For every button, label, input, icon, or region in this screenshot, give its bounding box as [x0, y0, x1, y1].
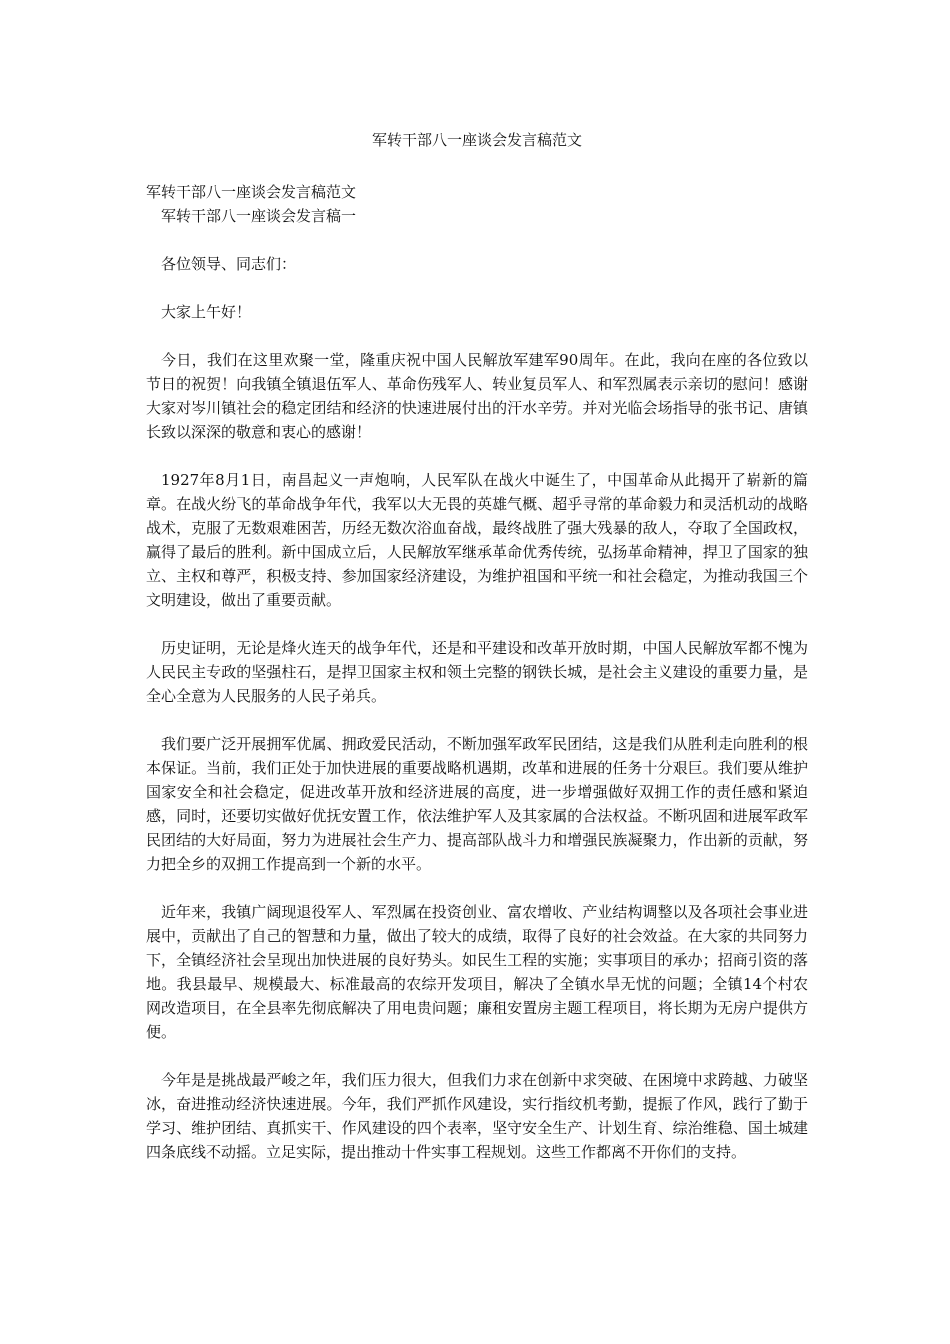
paragraph: 我们要广泛开展拥军优属、拥政爱民活动，不断加强军政军民团结，这是我们从胜利走向胜利的根本保证。当前，我们正处于加快进展的重要战略机遇期，改革和进展的任务十分艰巨。我们要从维护国家安全和社会稳定，促进改革开放和经济进展的高度，进一步增强做好双拥工作的责任感和紧迫感，同时，还要切实做好优抚安置工作，依法维护军人及其家属的合法权益。不断巩固和进展军政军民团结的大好局面，努力为进展社会生产力、提高部队战斗力和增强民族凝聚力，作出新的贡献，努力把全乡的双拥工作提高到一个新的水平。 [146, 735, 808, 873]
salutation: 各位领导、同志们： [161, 255, 297, 273]
document-subheading: 军转干部八一座谈会发言稿一 [161, 207, 357, 225]
paragraph: 1927年8月1日，南昌起义一声炮响，人民军队在战火中诞生了，中国革命从此揭开了崭新的篇章。在战火纷飞的革命战争年代，我军以大无畏的英雄气概、超乎寻常的革命毅力和灵活机动的战略战术，克服了无数艰难困苦，历经无数次浴血奋战，最终战胜了强大残暴的敌人，夺取了全国政权，赢得了最后的胜利。新中国成立后，人民解放军继承革命优秀传统，弘扬革命精神，捍卫了国家的独立、主权和尊严，积极支持、参加国家经济建设，为维护祖国和平统一和社会稳定，为推动我国三个文明建设，做出了重要贡献。 [146, 471, 808, 609]
document-title: 军转干部八一座谈会发言稿范文 [371, 131, 582, 149]
paragraph: 历史证明，无论是烽火连天的战争年代，还是和平建设和改革开放时期，中国人民解放军都不愧为人民民主专政的坚强柱石，是捍卫国家主权和领土完整的钢铁长城，是社会主义建设的重要力量，是全心全意为人民服务的人民子弟兵。 [146, 639, 808, 705]
paragraph: 今年是是挑战最严峻之年，我们压力很大，但我们力求在创新中求突破、在困境中求跨越、力破坚冰，奋进推动经济快速进展。今年，我们严抓作风建设，实行指纹机考勤，提振了作风，践行了勤于学习、维护团结、真抓实干、作风建设的四个表率，坚守安全生产、计划生育、综治维稳、国土城建四条底线不动摇。立足实际，提出推动十件实事工程规划。这些工作都离不开你们的支持。 [146, 1071, 808, 1161]
document-heading: 军转干部八一座谈会发言稿范文 [146, 183, 357, 201]
document-page [146, 120, 808, 1188]
greeting: 大家上午好！ [161, 303, 252, 321]
paragraph: 今日，我们在这里欢聚一堂，隆重庆祝中国人民解放军建军90周年。在此，我向在座的各位致以节日的祝贺！向我镇全镇退伍军人、革命伤残军人、转业复员军人、和军烈属表示亲切的慰问！感谢大家对岑川镇社会的稳定团结和经济的快速进展付出的汗水辛劳。并对光临会场指导的张书记、唐镇长致以深深的敬意和衷心的感谢！ [146, 351, 808, 441]
spacer [146, 228, 808, 252]
paragraph: 近年来，我镇广阔现退役军人、军烈属在投资创业、富农增收、产业结构调整以及各项社会事业进展中，贡献出了自己的智慧和力量，做出了较大的成绩，取得了良好的社会效益。在大家的共同努力下，全镇经济社会呈现出加快进展的良好势头。如民生工程的实施；实事项目的承办；招商引资的落地。我县最早、规模最大、标准最高的农综开发项目，解决了全镇水旱无忧的问题；全镇14个村农网改造项目，在全县率先彻底解决了用电贵问题；廉租安置房主题工程项目，将长期为无房户提供方便。 [146, 903, 808, 1041]
